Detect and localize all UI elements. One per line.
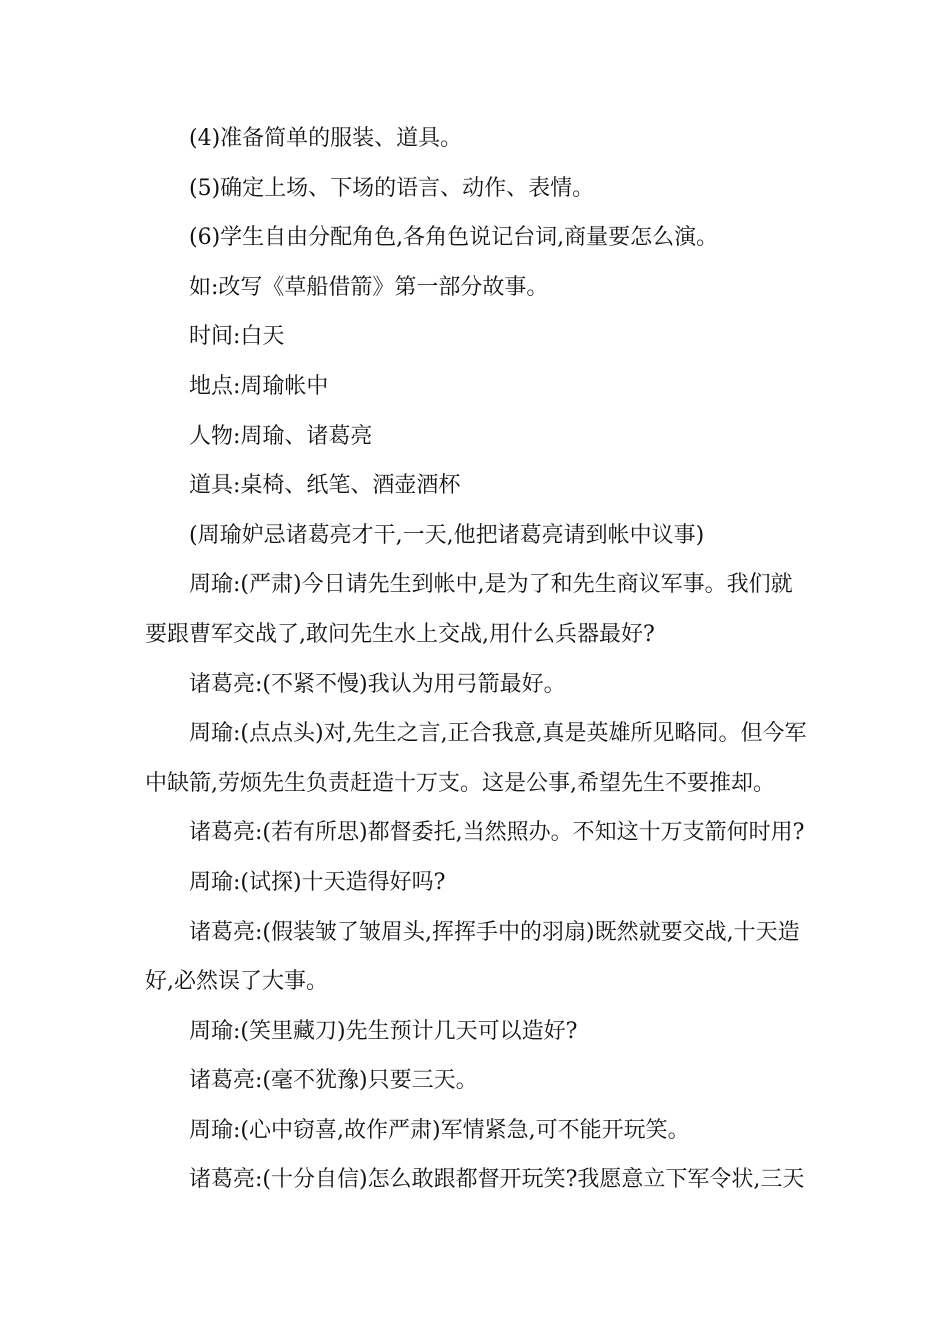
paragraph-18: 周瑜:(心中窃喜,故作严肃)军情紧急,可不能开玩笑。 [189,1117,690,1143]
paragraph-16: 周瑜:(笑里藏刀)先生预计几天可以造好? [189,1018,578,1044]
paragraph-3: (6)学生自由分配角色,各角色说记台词,商量要怎么演。 [189,225,719,251]
paragraph-6: 地点:周瑜帐中 [189,373,329,399]
paragraph-4: 如:改写《草船借箭》第一部分故事。 [189,274,549,300]
paragraph-2: (5)确定上场、下场的语言、动作、表情。 [189,175,595,201]
paragraph-10: 周瑜:(严肃)今日请先生到帐中,是为了和先生商议军事。我们就要跟曹军交战了,敢问先生水上交战,用什么兵器最好? [145,572,793,647]
paragraph-12: 周瑜:(点点头)对,先生之言,正合我意,真是英雄所见略同。但今军中缺箭,劳烦先生负责赶造十万支。这是公事,希望先生不要推却。 [145,721,807,796]
paragraph-1: (4)准备简单的服装、道具。 [189,126,463,151]
document-body [145,114,810,1205]
paragraph-7: 人物:周瑜、诸葛亮 [189,423,373,449]
paragraph-11: 诸葛亮:(不紧不慢)我认为用弓箭最好。 [189,671,566,697]
paragraph-14: 周瑜:(试探)十天造得好吗? [189,869,446,895]
paragraph-15: 诸葛亮:(假装皱了皱眉头,挥挥手中的羽扇)既然就要交战,十天造好,必然误了大事。 [145,919,800,995]
paragraph-8: 道具:桌椅、纸笔、酒壶酒杯 [189,473,461,499]
paragraph-13: 诸葛亮:(若有所思)都督委托,当然照办。不知这十万支箭何时用? [189,820,805,846]
paragraph-17: 诸葛亮:(毫不犹豫)只要三天。 [189,1068,478,1094]
paragraph-19: 诸葛亮:(十分自信)怎么敢跟都督开玩笑?我愿意立下军令状,三天 [189,1167,805,1193]
paragraph-5: 时间:白天 [189,324,285,350]
paragraph-9: (周瑜妒忌诸葛亮才干,一天,他把诸葛亮请到帐中议事) [189,522,705,548]
